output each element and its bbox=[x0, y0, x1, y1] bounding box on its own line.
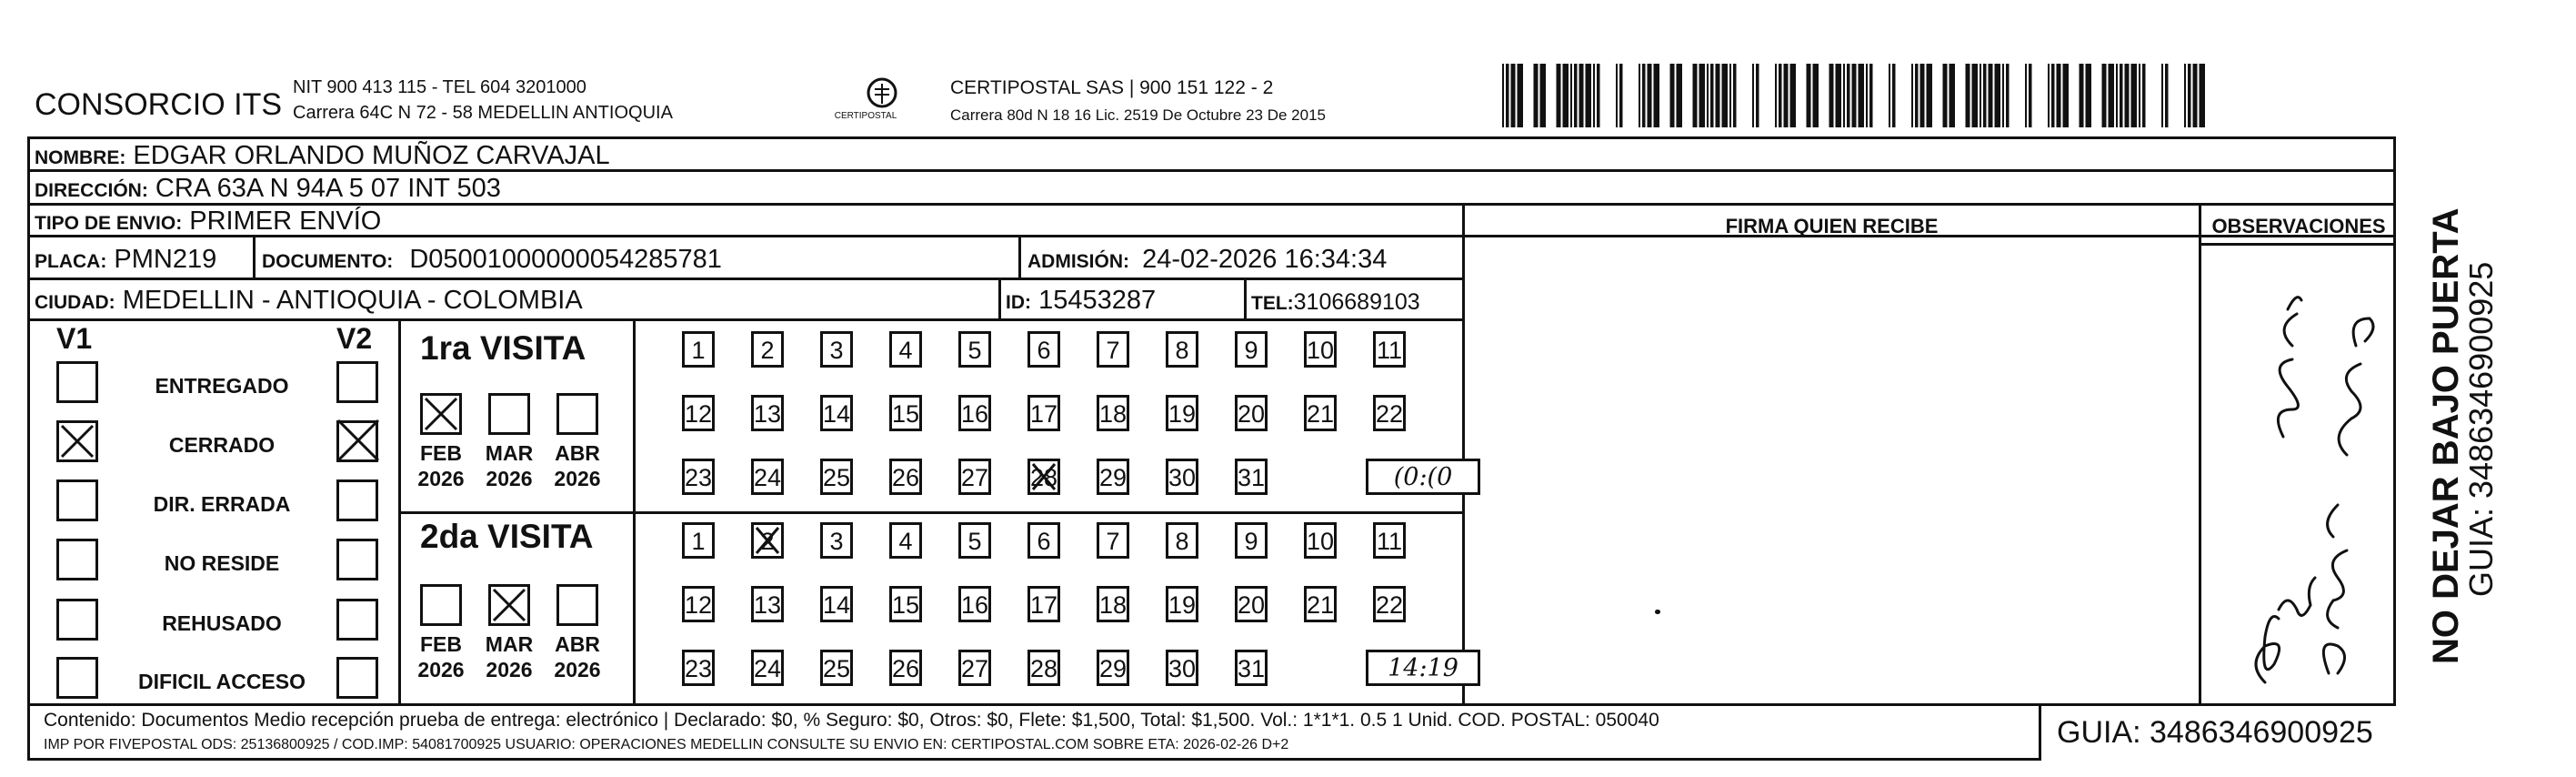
ciudad-value: MEDELLIN - ANTIOQUIA - COLOMBIA bbox=[122, 286, 583, 315]
visit2-day-10[interactable]: 10 bbox=[1304, 522, 1337, 559]
admision-value: 24-02-2026 16:34:34 bbox=[1142, 245, 1388, 274]
visit2-day-11[interactable]: 11 bbox=[1373, 522, 1406, 559]
visit1-time-box[interactable]: (0:(0 bbox=[1366, 459, 1480, 495]
visit2-day-29[interactable]: 29 bbox=[1097, 650, 1129, 686]
visit1-day-3[interactable]: 3 bbox=[820, 331, 853, 368]
visit2-day-20[interactable]: 20 bbox=[1235, 586, 1268, 622]
visit2-day-16[interactable]: 16 bbox=[958, 586, 991, 622]
visit1-day-4[interactable]: 4 bbox=[889, 331, 922, 368]
visit2-day-6[interactable]: 6 bbox=[1027, 522, 1060, 559]
reason-label: ENTREGADO bbox=[155, 374, 289, 398]
tel-value: 3106689103 bbox=[1293, 289, 1420, 315]
v2-checkbox-dificil-acceso[interactable] bbox=[336, 657, 378, 699]
visit1-day-20[interactable]: 20 bbox=[1235, 395, 1268, 431]
visit1-day-9[interactable]: 9 bbox=[1235, 331, 1268, 368]
reason-label: REHUSADO bbox=[162, 611, 282, 635]
visit2-day-27[interactable]: 27 bbox=[958, 650, 991, 686]
v2-checkbox-dir-errada[interactable] bbox=[336, 479, 378, 521]
visit1-day-12[interactable]: 12 bbox=[682, 395, 715, 431]
visit1-day-22[interactable]: 22 bbox=[1373, 395, 1406, 431]
footer-imp: IMP POR FIVEPOSTAL ODS: 25136800925 / COD.IMP: 54081700925 USUARIO: OPERACIONES MEDELLIN CONSULTE SU ENVIO EN: CERTIPOSTAL.COM SOBRE ETA: 2026-02-26 D+2 bbox=[44, 737, 1289, 752]
visit2-day-23[interactable]: 23 bbox=[682, 650, 715, 686]
reason-label: DIFICIL ACCESO bbox=[137, 670, 306, 693]
visit1-day-11[interactable]: 11 bbox=[1373, 331, 1406, 368]
visit1-day-31[interactable]: 31 bbox=[1235, 459, 1268, 495]
v1-checkbox-no-reside[interactable] bbox=[56, 539, 98, 580]
barcode bbox=[1498, 64, 2217, 127]
visit1-month-label: MAR 2026 bbox=[485, 441, 534, 490]
side-guia: GUIA: 3486346900925 bbox=[2462, 261, 2500, 597]
visit1-day-15[interactable]: 15 bbox=[889, 395, 922, 431]
v2-checkbox-entregado[interactable] bbox=[336, 361, 378, 403]
visit2-day-19[interactable]: 19 bbox=[1166, 586, 1198, 622]
visit2-day-18[interactable]: 18 bbox=[1097, 586, 1129, 622]
firma-header: FIRMA QUIEN RECIBE bbox=[1725, 215, 1939, 237]
v1-checkbox-rehusado[interactable] bbox=[56, 599, 98, 641]
observaciones-handwriting bbox=[2201, 246, 2396, 701]
v2-header: V2 bbox=[336, 322, 373, 355]
visit1-day-7[interactable]: 7 bbox=[1097, 331, 1129, 368]
visit1-day-6[interactable]: 6 bbox=[1027, 331, 1060, 368]
visit2-day-15[interactable]: 15 bbox=[889, 586, 922, 622]
visit2-month-label: FEB 2026 bbox=[417, 632, 465, 681]
company-line1: NIT 900 413 115 - TEL 604 3201000 bbox=[293, 77, 586, 97]
company-name: CONSORCIO ITS bbox=[35, 87, 283, 122]
visit2-day-14[interactable]: 14 bbox=[820, 586, 853, 622]
visit2-month-label: ABR 2026 bbox=[554, 632, 601, 681]
company-line2: Carrera 64C N 72 - 58 MEDELLIN ANTIOQUIA bbox=[293, 103, 673, 123]
visit1-day-25[interactable]: 25 bbox=[820, 459, 853, 495]
visit2-month-checkbox-mar[interactable] bbox=[488, 584, 530, 626]
carrier-line2: Carrera 80d N 18 16 Lic. 2519 De Octubre 23 De 2015 bbox=[950, 106, 1326, 124]
visit2-day-17[interactable]: 17 bbox=[1027, 586, 1060, 622]
visit1-day-10[interactable]: 10 bbox=[1304, 331, 1337, 368]
visit1-day-26[interactable]: 26 bbox=[889, 459, 922, 495]
visit1-day-21[interactable]: 21 bbox=[1304, 395, 1337, 431]
reason-label: DIR. ERRADA bbox=[153, 492, 291, 516]
visit2-day-8[interactable]: 8 bbox=[1166, 522, 1198, 559]
visit1-day-14[interactable]: 14 bbox=[820, 395, 853, 431]
visit2-day-1[interactable]: 1 bbox=[682, 522, 715, 559]
visit2-day-9[interactable]: 9 bbox=[1235, 522, 1268, 559]
visit1-day-23[interactable]: 23 bbox=[682, 459, 715, 495]
visit1-day-30[interactable]: 30 bbox=[1166, 459, 1198, 495]
v2-checkbox-cerrado[interactable] bbox=[336, 420, 378, 462]
id-cell: ID: 15453287 bbox=[1006, 286, 1157, 315]
v1-checkbox-dir-errada[interactable] bbox=[56, 479, 98, 521]
visit1-day-2[interactable]: 2 bbox=[751, 331, 784, 368]
visit2-day-31[interactable]: 31 bbox=[1235, 650, 1268, 686]
visit1-month-label: FEB 2026 bbox=[417, 441, 465, 490]
reason-label: CERRADO bbox=[168, 433, 276, 457]
visit1-month-checkbox-mar[interactable] bbox=[488, 393, 530, 435]
tipo-envio-value: PRIMER ENVÍO bbox=[189, 207, 382, 236]
visit2-month-label: MAR 2026 bbox=[485, 632, 534, 681]
visit2-day-21[interactable]: 21 bbox=[1304, 586, 1337, 622]
visit2-day-28[interactable]: 28 bbox=[1027, 650, 1060, 686]
visit1-day-13[interactable]: 13 bbox=[751, 395, 784, 431]
side-no-dejar: NO DEJAR BAJO PUERTA bbox=[2426, 207, 2466, 664]
ciudad-cell: CIUDAD: MEDELLIN - ANTIOQUIA - COLOMBIA bbox=[35, 286, 583, 315]
visit2-month-checkbox-feb[interactable] bbox=[420, 584, 462, 626]
visit2-day-7[interactable]: 7 bbox=[1097, 522, 1129, 559]
visit2-day-26[interactable]: 26 bbox=[889, 650, 922, 686]
nombre-row: NOMBRE: EDGAR ORLANDO MUÑOZ CARVAJAL bbox=[35, 141, 610, 170]
direccion-row: DIRECCIÓN: CRA 63A N 94A 5 07 INT 503 bbox=[35, 174, 501, 203]
visit2-month-checkbox-abr[interactable] bbox=[556, 584, 598, 626]
visit2-day-25[interactable]: 25 bbox=[820, 650, 853, 686]
v1-checkbox-cerrado[interactable] bbox=[56, 420, 98, 462]
v1-checkbox-dificil-acceso[interactable] bbox=[56, 657, 98, 699]
visit1-day-29[interactable]: 29 bbox=[1097, 459, 1129, 495]
visit1-day-27[interactable]: 27 bbox=[958, 459, 991, 495]
visit2-day-30[interactable]: 30 bbox=[1166, 650, 1198, 686]
nombre-value: EDGAR ORLANDO MUÑOZ CARVAJAL bbox=[133, 141, 610, 170]
placa-value: PMN219 bbox=[114, 245, 217, 274]
visit1-day-18[interactable]: 18 bbox=[1097, 395, 1129, 431]
visit1-month-checkbox-feb[interactable] bbox=[420, 393, 462, 435]
visit2-day-2[interactable]: 2 bbox=[751, 522, 784, 559]
tel-cell: TEL:3106689103 bbox=[1251, 289, 1420, 315]
visit2-day-22[interactable]: 22 bbox=[1373, 586, 1406, 622]
visit1-day-8[interactable]: 8 bbox=[1166, 331, 1198, 368]
reason-label: NO RESIDE bbox=[164, 551, 280, 575]
placa-cell: PLACA: PMN219 bbox=[35, 245, 217, 274]
direccion-value: CRA 63A N 94A 5 07 INT 503 bbox=[155, 174, 501, 203]
visit2-day-13[interactable]: 13 bbox=[751, 586, 784, 622]
tipo-envio-row: TIPO DE ENVIO: PRIMER ENVÍO bbox=[35, 207, 382, 236]
footer-guia: GUIA: 3486346900925 bbox=[2057, 715, 2373, 750]
carrier-line1: CERTIPOSTAL SAS | 900 151 122 - 2 bbox=[950, 77, 1274, 98]
observaciones-header: OBSERVACIONES bbox=[2211, 215, 2386, 237]
visit2-day-5[interactable]: 5 bbox=[958, 522, 991, 559]
visit2-title: 2da VISITA bbox=[420, 518, 594, 555]
visit1-month-label: ABR 2026 bbox=[554, 441, 601, 490]
visit1-title: 1ra VISITA bbox=[420, 329, 586, 367]
visit1-day-28[interactable]: 28 bbox=[1027, 459, 1060, 495]
id-value: 15453287 bbox=[1038, 286, 1157, 315]
footer-contenido: Contenido: Documentos Medio recepción prueba de entrega: electrónico | Declarado: $0, % Seguro: $0, Otros: $0, Flete: $1,500, Total: $1,500. Vol.: 1*1*1. 0.5 1 Unid. COD. POSTAL: 050040 bbox=[44, 710, 1659, 731]
signature-dot bbox=[1655, 610, 1660, 614]
visit2-day-12[interactable]: 12 bbox=[682, 586, 715, 622]
visit2-day-24[interactable]: 24 bbox=[751, 650, 784, 686]
documento-value: D05001000000054285781 bbox=[409, 245, 722, 274]
v1-checkbox-entregado[interactable] bbox=[56, 361, 98, 403]
visit1-day-5[interactable]: 5 bbox=[958, 331, 991, 368]
v2-checkbox-no-reside[interactable] bbox=[336, 539, 378, 580]
v1-header: V1 bbox=[56, 322, 93, 355]
visit1-day-19[interactable]: 19 bbox=[1166, 395, 1198, 431]
visit2-time-box[interactable]: 14:19 bbox=[1366, 650, 1480, 686]
visit1-month-checkbox-abr[interactable] bbox=[556, 393, 598, 435]
logo-text: CERTIPOSTAL bbox=[834, 111, 897, 121]
visit2-day-4[interactable]: 4 bbox=[889, 522, 922, 559]
visit1-day-1[interactable]: 1 bbox=[682, 331, 715, 368]
admision-cell: ADMISIÓN: 24-02-2026 16:34:34 bbox=[1027, 245, 1388, 274]
documento-cell: DOCUMENTO: D05001000000054285781 bbox=[262, 245, 722, 274]
visit2-day-3[interactable]: 3 bbox=[820, 522, 853, 559]
visit1-day-16[interactable]: 16 bbox=[958, 395, 991, 431]
v2-checkbox-rehusado[interactable] bbox=[336, 599, 378, 641]
visit1-day-17[interactable]: 17 bbox=[1027, 395, 1060, 431]
visit1-day-24[interactable]: 24 bbox=[751, 459, 784, 495]
